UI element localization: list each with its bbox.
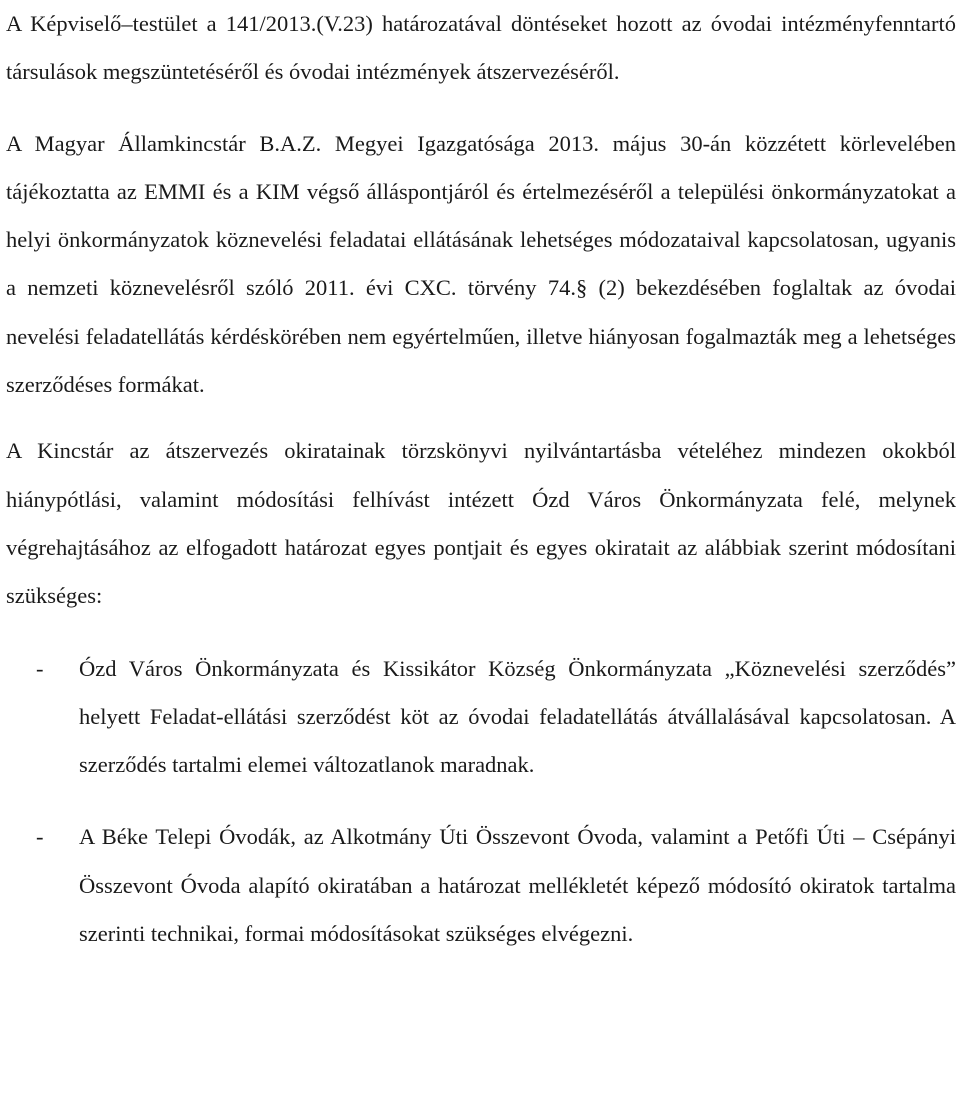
list-item: [6, 813, 956, 958]
list-item-text: Ózd Város Önkormányzata és Kissikátor Község Önkormányzata „Köznevelési szerződés” helyett Feladat-ellátási szerződést köt az óvodai feladatellátás átvállalásával kapcsolatosan. A szerződés tartalmi elemei változatlanok maradnak.: [79, 655, 956, 778]
paragraph-treasury-circular: A Magyar Államkincstár B.A.Z. Megyei Igazgatósága 2013. május 30-án közzétett körlevelében tájékoztatta az EMMI és a KIM végső álláspontjáról és értelmezéséről a települési önkormányzatokat a helyi önkormányzatok köznevelési feladatai ellátásának lehetséges módozataival kapcsolatosan, ugyanis a nemzeti köznevelésről szóló 2011. évi CXC. törvény 74.§ (2) bekezdésében foglaltak az óvodai nevelési feladatellátás kérdéskörében nem egyértelműen, illetve hiányosan fogalmazták meg a lehetséges szerződéses formákat.: [6, 130, 956, 398]
list-item: [6, 645, 956, 790]
document-page: [6, 0, 956, 958]
paragraph-treasury-request: A Kincstár az átszervezés okiratainak törzskönyvi nyilvántartásba vételéhez mindezen okokból hiánypótlási, valamint módosítási felhívást intézett Ózd Város Önkormányzata felé, melynek végrehajtásához az elfogadott határozat egyes pontjait és egyes okiratait az alábbiak szerint módosítani szükséges:: [6, 438, 956, 609]
list-item-text: A Béke Telepi Óvodák, az Alkotmány Úti Összevont Óvoda, valamint a Petőfi Úti – Csépányi Összevont Óvoda alapító okiratában a határozat mellékletét képező módosító okiratok tartalma szerinti technikai, formai módosításokat szükséges elvégezni.: [79, 824, 956, 947]
paragraph-resolution: A Képviselő–testület a 141/2013.(V.23) határozatával döntéseket hozott az óvodai intézményfenntartó társulások megszüntetéséről és óvodai intézmények átszervezéséről.: [6, 11, 956, 85]
modification-list: [6, 645, 956, 959]
list-dash-marker: -: [36, 824, 44, 850]
list-dash-marker: -: [36, 655, 44, 681]
